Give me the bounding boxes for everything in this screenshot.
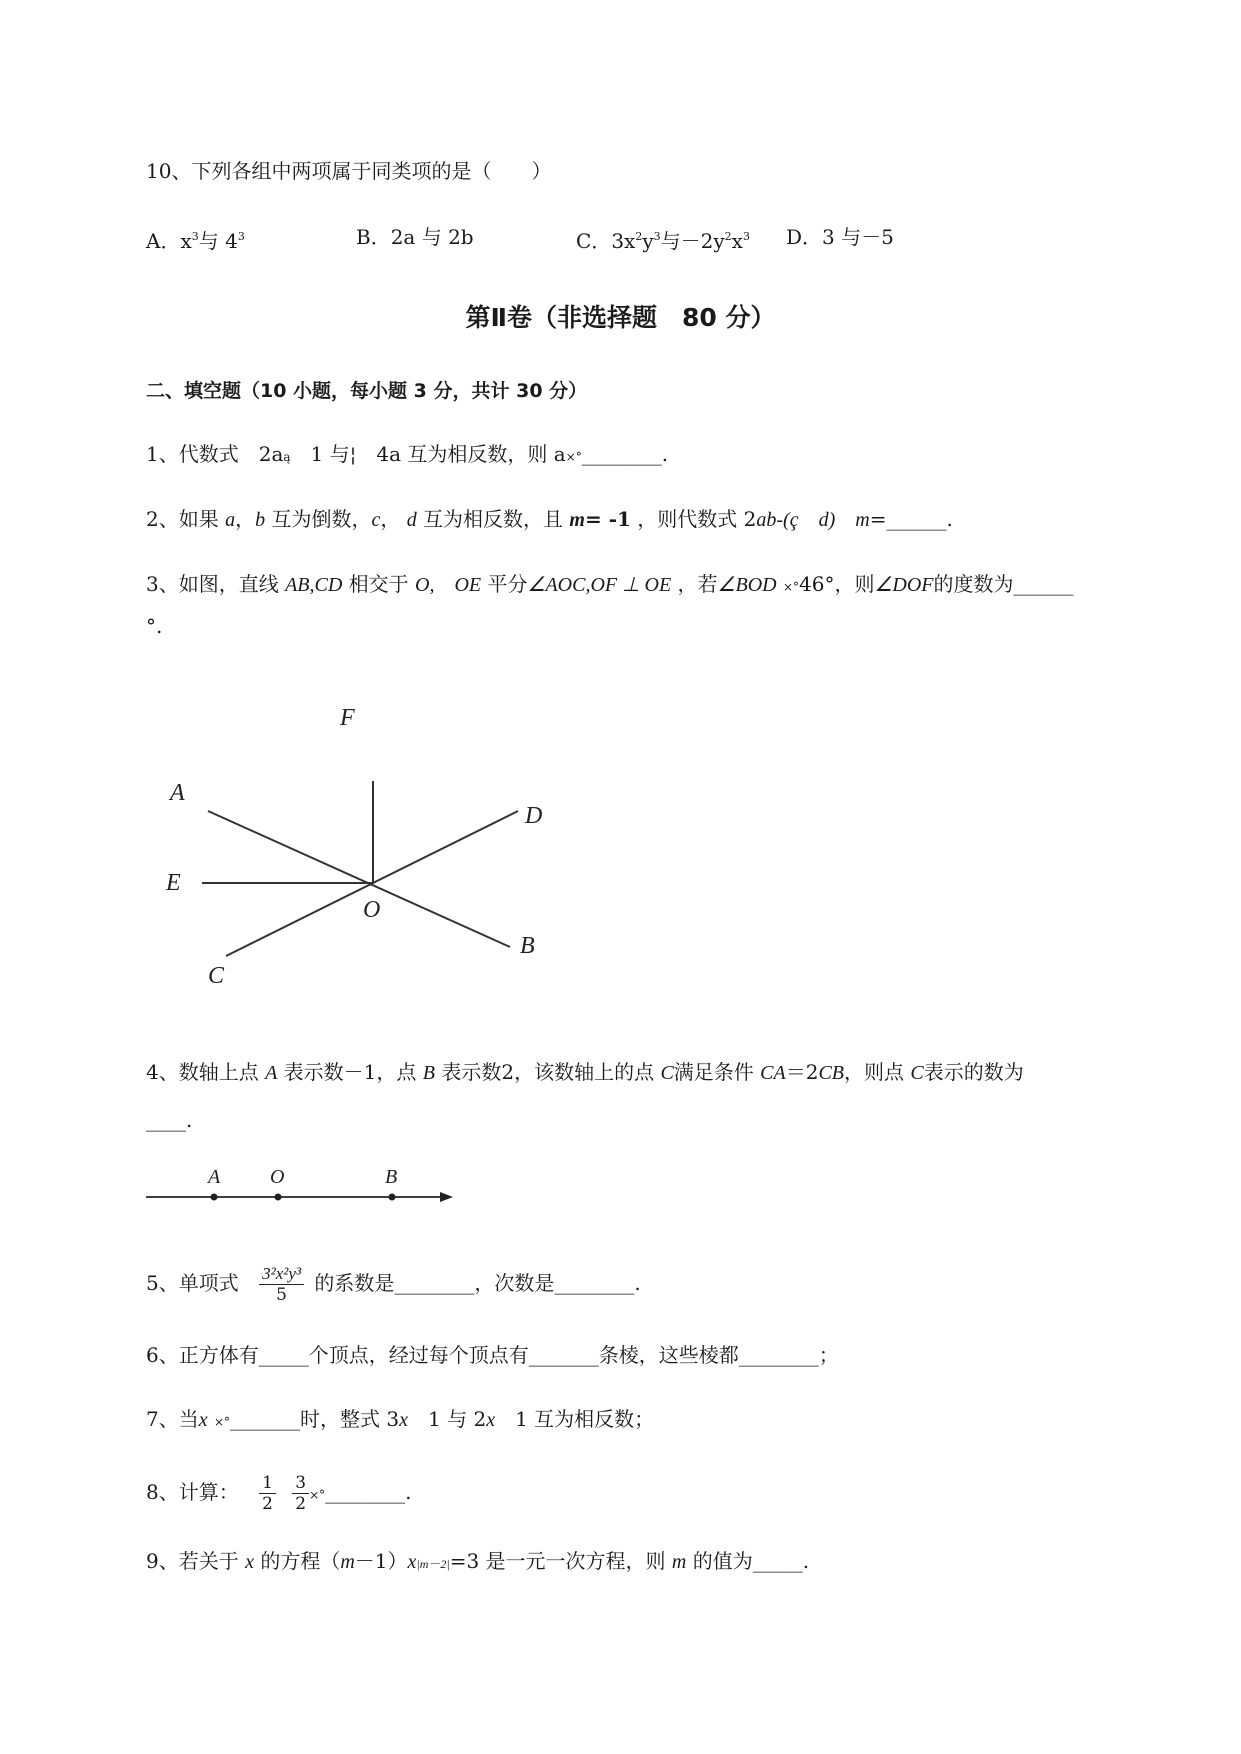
option-b: B．2a 与 2b — [356, 225, 474, 249]
q8-fraction-1: $\frac{1}{2}$ — [259, 1473, 276, 1514]
q3-line1: 3、如图，直线 AB,CD 相交于 O, OE 平分∠AOC,OF ⊥ OE ，若∠BOD ×°46°，则∠DOF的度数为______ — [146, 572, 1074, 596]
number-line — [140, 1162, 460, 1222]
option-c: C．$3x^2y^3$与$-2y^2x^3$ — [576, 229, 750, 253]
point-a — [211, 1194, 218, 1201]
q5: 5、单项式 $\frac{\text{3²x²y³}}{5}$ 的系数是________，次数是________. — [146, 1264, 641, 1305]
q8-fraction-2: $\frac{3}{2}$ — [292, 1473, 309, 1514]
label-c: C — [208, 963, 225, 989]
label-d: D — [525, 803, 543, 829]
point-o — [275, 1194, 282, 1201]
label-b: B — [520, 933, 535, 959]
label-a: A — [170, 780, 185, 806]
label-o: O — [270, 1166, 285, 1188]
option-d: D．3 与－5 — [786, 225, 894, 249]
q8: 8、计算： $\frac{1}{2}$ $\frac{3}{2}$ ×°________. — [146, 1473, 412, 1514]
q6: 6、正方体有_____个顶点，经过每个顶点有_______条棱，这些棱都________； — [146, 1343, 839, 1367]
q3-figure — [150, 700, 590, 1020]
label-o: O — [363, 897, 381, 923]
q5-fraction: $\frac{\text{3²x²y³}}{5}$ — [259, 1264, 304, 1305]
label-f: F — [340, 705, 355, 731]
label-b: B — [385, 1166, 398, 1188]
q9: 9、若关于 x 的方程（m－1）x|m－2|=3 是一元一次方程，则 m 的值为_____. — [146, 1549, 810, 1573]
q4-line2: ____. — [146, 1108, 193, 1132]
q4-line1: 4、数轴上点 A 表示数－1，点 B 表示数2，该数轴上的点 C满足条件 CA＝2CB，则点 C表示的数为 — [146, 1060, 1024, 1084]
option-a: A．$x^3$与 $4^3$ — [146, 229, 245, 253]
arrow-icon — [440, 1192, 453, 1202]
section2-title: 二、填空题（10 小题，每小题 3 分，共计 30 分） — [146, 380, 588, 402]
line-ab — [208, 811, 510, 947]
q3-line2: °. — [146, 614, 163, 638]
q1: 1、代数式 2aą 1 与¦ 4a 互为相反数，则 a×°________. — [146, 442, 669, 466]
q7: 7、当x ×°_______时，整式 3x 1 与 2x 1 互为相反数； — [146, 1407, 655, 1431]
label-e: E — [166, 870, 181, 896]
point-b — [389, 1194, 396, 1201]
q2: 2、如果 a，b 互为倒数，c， d 互为相反数，且 m= -1 ，则代数式 2ab-(ç d) m=______. — [146, 507, 953, 531]
q10-stem: 10、下列各组中两项属于同类项的是（ ） — [146, 159, 552, 183]
part2-title: 第Ⅱ卷（非选择题 80 分） — [465, 303, 776, 332]
label-a: A — [208, 1166, 221, 1188]
